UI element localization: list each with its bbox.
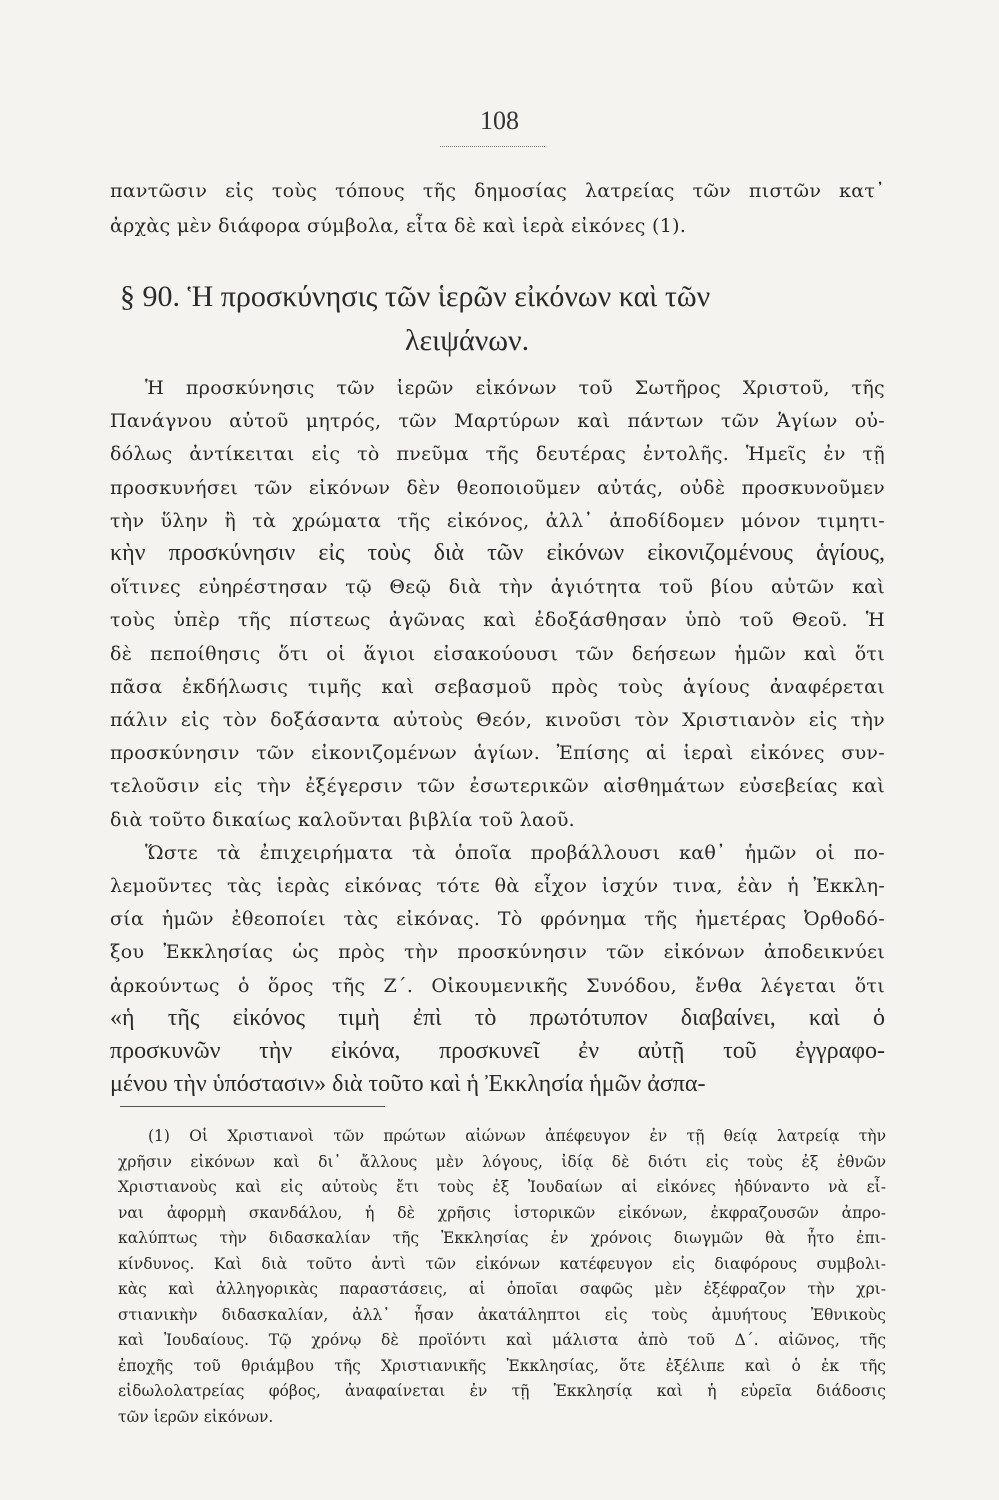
text-line: Ὥστε τὰ ἐπιχειρήματα τὰ ὁποῖα προβάλλουσι καθ᾽ ἡμῶν οἱ πο- (145, 841, 885, 864)
text-line: πᾶσα ἐκδήλωσις τιμῆς καὶ σεβασμοῦ πρὸς τοὺς ἁγίους ἀναφέρεται (110, 675, 885, 698)
text-line: τελοῦσιν εἰς τὴν ἐξέγερσιν τῶν ἐσωτερικῶν αἰσθημάτων εὐσεβείας καὶ (110, 775, 885, 798)
page-number-rule (440, 146, 545, 147)
footnote-separator (120, 1106, 385, 1107)
text-line: δὲ πεποίθησις ὅτι οἱ ἅγιοι εἰσακούουσι τῶν δεήσεων ἡμῶν καὶ ὅτι (110, 642, 885, 665)
text-line: ξου Ἐκκλησίας ὡς πρὸς τὴν προσκύνησιν τῶν εἰκόνων ἀποδεικνύει (110, 941, 885, 964)
text-line: τὴν ὕλην ἢ τὰ χρώματα τῆς εἰκόνος, ἀλλ᾽ ἀποδίδομεν μόνον τιμητι- (110, 509, 885, 532)
text-line: ἀρχὰς μὲν διάφορα σύμβολα, εἶτα δὲ καὶ ἱερὰ εἰκόνες (1). (110, 215, 687, 237)
footnote-line: χρῆσιν εἰκόνων καὶ δι᾽ ἄλλους μὲν λόγους, ἰδίᾳ δὲ διότι εἰς τοὺς ἐξ ἐθνῶν (118, 1152, 886, 1171)
footnote-line: εἰδωλολατρείας φόβος, ἀναφαίνεται ἐν τῇ Ἐκκλησίᾳ καὶ ἡ εὐρεῖα διάδοσις (118, 1382, 886, 1400)
text-line: παντῶσιν εἰς τοὺς τόπους τῆς δημοσίας λατρείας τῶν πιστῶν κατ᾽ (110, 180, 885, 202)
text-line: σία ἡμῶν ἐθεοποίει τὰς εἰκόνας. Τὸ φρόνημα τῆς ἡμετέρας Ὀρθοδό- (110, 908, 885, 931)
section-heading: § 90. Ἡ προσκύνησις τῶν ἱερῶν εἰκόνων καὶ τῶν (120, 280, 711, 313)
section-heading-continued: λειψάνων. (405, 324, 530, 357)
text-line: προσκυνήσει τῶν εἰκόνων δὲν θεοποιοῦμεν αὐτάς, οὐδὲ προσκυνοῦμεν (110, 476, 885, 499)
text-line: Ἡ προσκύνησις τῶν ἱερῶν εἰκόνων τοῦ Σωτῆρος Χριστοῦ, τῆς (145, 377, 885, 399)
text-line: κὴν προσκύνησιν εἰς τοὺς διὰ τῶν εἰκόνων εἰκονιζομένους ἁγίους, (110, 540, 885, 566)
footnote-line: κὰς καὶ ἀλληγορικὰς παραστάσεις, αἱ ὁποῖαι σαφῶς μὲν ἐξέφραζον τὴν χρι- (118, 1280, 886, 1298)
text-line: «ἡ τῆς εἰκόνος τιμὴ ἐπὶ τὸ πρωτότυπον διαβαίνει, καὶ ὁ (110, 1004, 885, 1031)
footnote-line: ἐποχῆς τοῦ θριάμβου τῆς Χριστιανικῆς Ἐκκλησίας, ὅτε ἐξέλιπε καὶ ὁ ἐκ τῆς (118, 1356, 886, 1375)
text-line: μένου τὴν ὑπόστασιν» διὰ τοῦτο καὶ ἡ Ἐκκλησία ἡμῶν ἀσπα- (110, 1071, 706, 1098)
footnote-line: (1) Οἱ Χριστιανοὶ τῶν πρώτων αἰώνων ἀπέφευγον ἐν τῇ θείᾳ λατρείᾳ τὴν (148, 1127, 886, 1145)
text-line: διὰ τοῦτο δικαίως καλοῦνται βιβλία τοῦ λαοῦ. (110, 808, 576, 831)
text-line: λεμοῦντες τὰς ἱερὰς εἰκόνας τότε θὰ εἶχον ἰσχύν τινα, ἐὰν ἡ Ἐκκλη- (110, 875, 885, 897)
footnote-line: καὶ Ἰουδαίους. Τῷ χρόνῳ δὲ προϊόντι καὶ μάλιστα ἀπὸ τοῦ Δ΄. αἰῶνος, τῆς (118, 1331, 886, 1349)
page-number: 108 (480, 106, 519, 135)
footnote-line: κίνδυνος. Καὶ διὰ τοῦτο ἀντὶ τῶν εἰκόνων κατέφευγον εἰς διαφόρους συμβολι- (118, 1254, 886, 1273)
footnote-line: καλύπτως τὴν διδασκαλίαν τῆς Ἐκκλησίας ἐν χρόνοις διωγμῶν θὰ ἦτο ἐπι- (118, 1229, 886, 1247)
text-line: προσκυνῶν τὴν εἰκόνα, προσκυνεῖ ἐν αὐτῇ τοῦ ἐγγραφο- (110, 1038, 885, 1064)
text-line: τοὺς ὑπὲρ τῆς πίστεως ἀγῶνας καὶ ἐδοξάσθησαν ὑπὸ τοῦ Θεοῦ. Ἡ (110, 609, 885, 632)
footnote-line: ναι ἀφορμὴ σκανδάλου, ἡ δὲ χρῆσις ἱστορικῶν εἰκόνων, ἐκφραζουσῶν ἀπρο- (118, 1203, 886, 1222)
text-line: δόλως ἀντίκειται εἰς τὸ πνεῦμα τῆς δευτέρας ἐντολῆς. Ἡμεῖς ἐν τῇ (110, 443, 885, 466)
footnote-line: Χριστιανοὺς καὶ εἰς αὐτοὺς ἔτι τοὺς ἐξ Ἰουδαίων αἱ εἰκόνες ἠδύναντο νὰ εἶ- (118, 1178, 886, 1196)
text-line: ἀρκούντως ὁ ὅρος τῆς Ζ΄. Οἰκουμενικῆς Συνόδου, ἔνθα λέγεται ὅτι (110, 974, 885, 997)
text-line: πάλιν εἰς τὸν δοξάσαντα αὐτοὺς Θεόν, κινοῦσι τὸν Χριστιανὸν εἰς τὴν (110, 709, 885, 731)
text-line: οἵτινες εὐηρέστησαν τῷ Θεῷ διὰ τὴν ἁγιότητα τοῦ βίου αὐτῶν καὶ (110, 576, 885, 599)
text-line: Πανάγνου αὐτοῦ μητρός, τῶν Μαρτύρων καὶ πάντων τῶν Ἁγίων οὐ- (110, 410, 885, 433)
footnote-line: στιανικὴν διδασκαλίαν, ἀλλ᾽ ἦσαν ἀκατάληπτοι εἰς τοὺς ἀμυήτους Ἐθνικοὺς (118, 1305, 886, 1324)
footnote-line: τῶν ἱερῶν εἰκόνων. (118, 1407, 274, 1426)
text-line: προσκύνησιν τῶν εἰκονιζομένων ἁγίων. Ἐπίσης αἱ ἱεραὶ εἰκόνες συν- (110, 742, 885, 765)
